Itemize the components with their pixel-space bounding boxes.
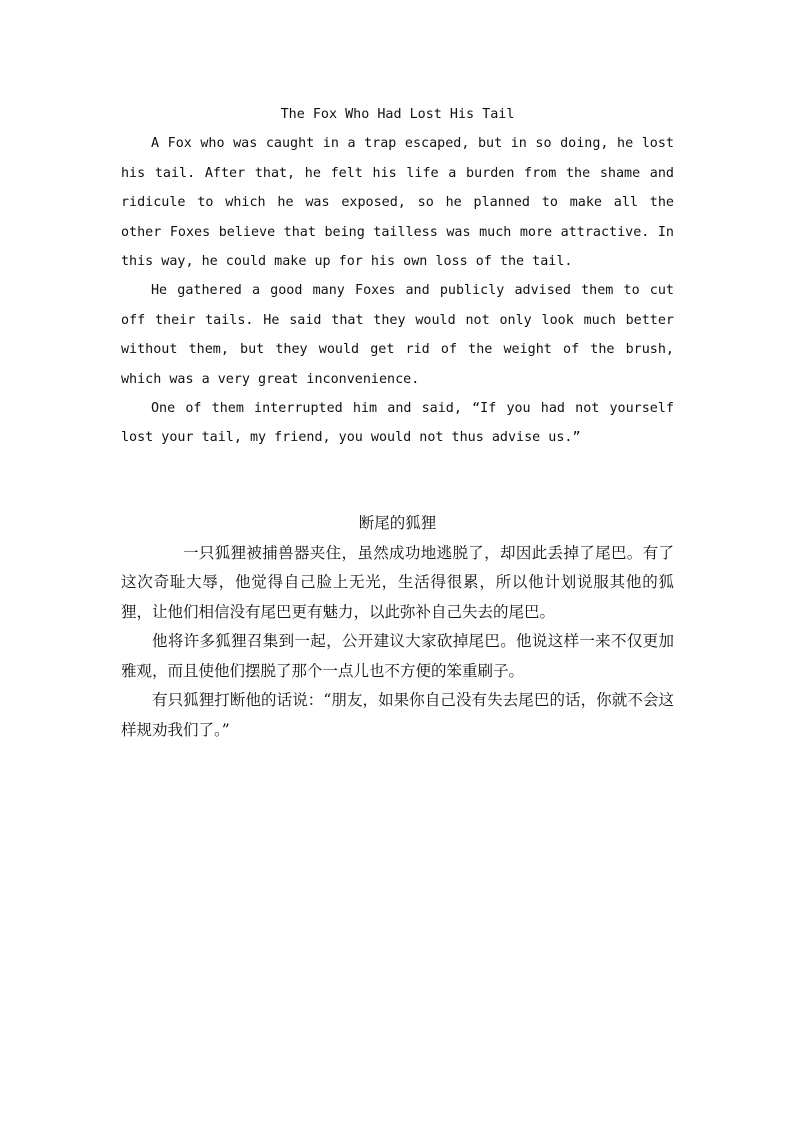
chinese-fable <box>121 509 674 745</box>
chinese-paragraph-2: 他将许多狐狸召集到一起，公开建议大家砍掉尾巴。他说这样一来不仅更加雅观，而且使他们摆脱了那个一点儿也不方便的笨重刷子。 <box>121 632 674 680</box>
english-title: The Fox Who Had Lost His Tail <box>280 107 515 122</box>
english-paragraph-2: He gathered a good many Foxes and publicly advised them to cut off their tails. He said that they would not only look much better without them, but they would get rid of the weight of the brush, which was a very great inconvenience. <box>121 283 674 387</box>
chinese-paragraph-1: 一只狐狸被捕兽器夹住，虽然成功地逃脱了，却因此丢掉了尾巴。有了这次奇耻大辱，他觉得自己脸上无光，生活得很累，所以他计划说服其他的狐狸，让他们相信没有尾巴更有魅力，以此弥补自己失去的尾巴。 <box>121 543 674 621</box>
chinese-paragraph-3: 有只狐狸打断他的话说：“朋友，如果你自己没有失去尾巴的话，你就不会这样规劝我们了。” <box>121 691 674 739</box>
chinese-title: 断尾的狐狸 <box>358 514 437 532</box>
english-paragraph-1: A Fox who was caught in a trap escaped, but in so doing, he lost his tail. After that, he felt his life a burden from the shame and ridicule to which he was exposed, so he planned to make all the other Foxes believe that being tailless was much more attractive. In this way, he could make up for his own loss of the tail. <box>121 136 674 270</box>
english-fable <box>121 100 674 453</box>
english-paragraph-3: One of them interrupted him and said, “If you had not yourself lost your tail, my friend, you would not thus advise us.” <box>121 401 674 446</box>
